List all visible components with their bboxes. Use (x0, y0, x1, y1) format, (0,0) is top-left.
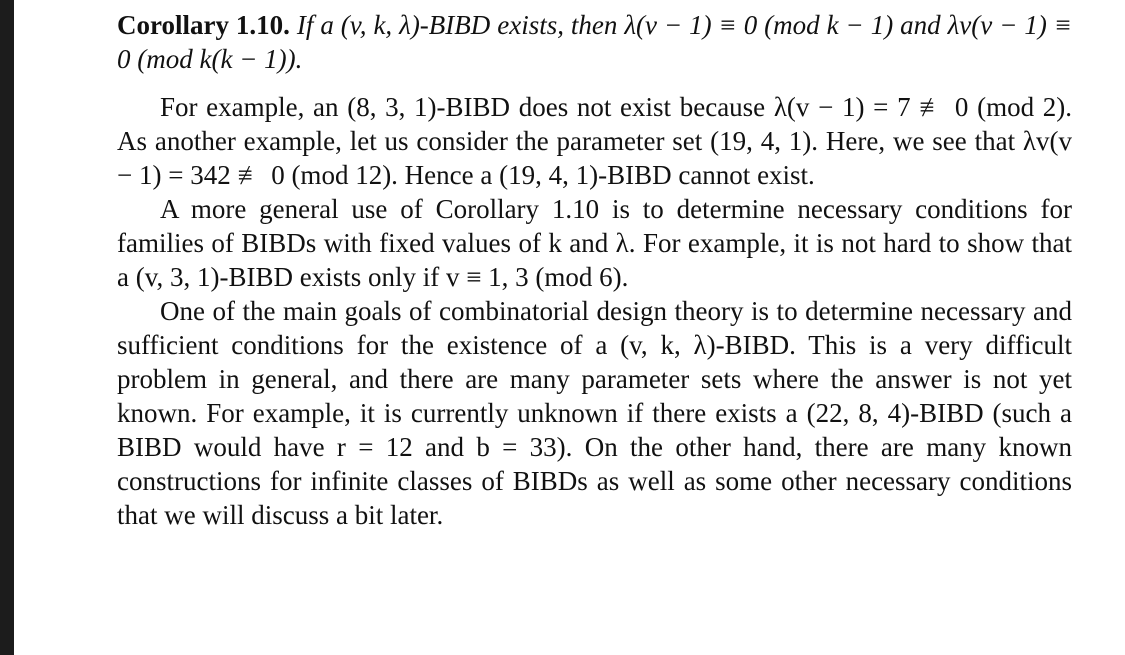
corollary-1-10 (117, 8, 1072, 76)
paragraph-design-theory-goals: One of the main goals of combinatorial design theory is to determine necessary and sufficient conditions for the existence of a (v, k, λ)-BIBD. This is a very difficult problem in general, and there are many parameter sets where the answer is not yet known. For example, it is currently unknown if there exists a (22, 8, 4)-BIBD (such a BIBD would have r = 12 and b = 33). On the other hand, there are many known constructions for infinite classes of BIBDs as well as some other necessary conditions that we will discuss a bit later. (117, 296, 1072, 530)
corollary-label: Corollary 1.10. (117, 10, 290, 40)
corollary-statement: If a (v, k, λ)-BIBD exists, then λ(v − 1) ≡ 0 (mod k − 1) and λv(v − 1) ≡ 0 (mod k(k − 1)). (117, 10, 1073, 74)
document-body (117, 8, 1072, 532)
paragraph-examples: For example, an (8, 3, 1)-BIBD does not exist because λ(v − 1) = 7 ≢ 0 (mod 2). As another example, let us consider the parameter set (19, 4, 1). Here, we see that λv(v − 1) = 342 ≢ 0 (mod 12). Hence a (19, 4, 1)-BIBD cannot exist. (117, 92, 1072, 190)
page-left-edge (0, 0, 14, 655)
paragraph-general-use: A more general use of Corollary 1.10 is to determine necessary conditions for families of BIBDs with fixed values of k and λ. For example, it is not hard to show that a (v, 3, 1)-BIBD exists only if v ≡ 1, 3 (mod 6). (117, 194, 1072, 292)
